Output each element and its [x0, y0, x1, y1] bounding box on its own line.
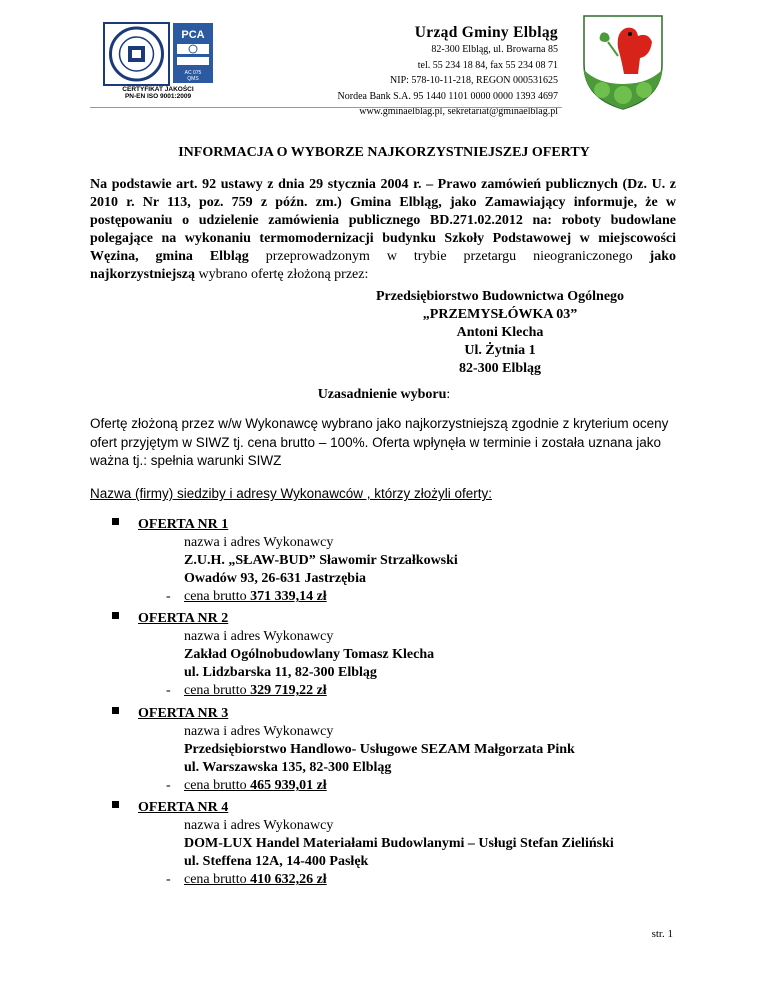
dash-marker: - — [166, 589, 171, 604]
winner-line-4: Ul. Żytnia 1 — [464, 343, 536, 358]
intro-bold-text-2: jako najkorzystniejszą — [90, 249, 676, 282]
offer-address: ul. Lidzbarska 11, 82-300 Elbląg — [184, 665, 377, 680]
offer-company-name: Przedsiębiorstwo Handlowo- Usługowe SEZAM Małgorzata Pink — [184, 742, 575, 757]
offer-price — [184, 777, 327, 795]
intro-normal-text-1: przeprowadzonym w trybie przetargu nieograniczonego — [248, 249, 650, 264]
offer-price — [184, 871, 327, 889]
intro-paragraph — [90, 176, 676, 284]
offer-label: nazwa i adres Wykonawcy — [184, 535, 334, 550]
offer-item — [112, 610, 712, 702]
svg-text:QMS: QMS — [187, 76, 199, 82]
offer-company-name: DOM-LUX Handel Materiałami Budowlanymi – Usługi Stefan Zieliński — [184, 836, 614, 851]
winner-line-1: Przedsiębiorstwo Budownictwa Ogólnego — [375, 289, 625, 304]
dash-marker: - — [166, 778, 171, 793]
offer-address: ul. Warszawska 135, 82-300 Elbląg — [184, 760, 392, 775]
justification-heading-colon: : — [446, 387, 451, 402]
bullet-icon — [112, 801, 119, 808]
offer-price-label: cena brutto — [184, 589, 251, 604]
office-header — [338, 24, 558, 120]
offer-label: nazwa i adres Wykonawcy — [184, 724, 334, 739]
offer-price-value: 410 632,26 zł — [250, 872, 327, 887]
winner-line-2: „PRZEMYSŁÓWKA 03” — [422, 307, 578, 322]
bullet-icon — [112, 518, 119, 525]
offer-address: ul. Steffena 12A, 14-400 Pasłęk — [184, 854, 369, 869]
offer-price — [184, 682, 327, 700]
certificate-caption-line1: CERTYFIKAT JAKOŚCI — [122, 86, 194, 93]
offer-price-label: cena brutto — [184, 778, 251, 793]
offer-price-value: 371 339,14 zł — [250, 589, 327, 604]
offers-heading — [90, 485, 676, 503]
office-nip: NIP: 578-10-11-218, REGON 000531625 — [390, 75, 558, 86]
offer-title: OFERTA NR 4 — [138, 800, 229, 815]
certificate-caption — [118, 86, 198, 100]
winner-line-5: 82-300 Elbląg — [458, 361, 542, 376]
header-divider — [90, 107, 562, 108]
offers-heading-text: Nazwa (firmy) siedziby i adresy Wykonawców , którzy złożyli oferty: — [90, 486, 492, 501]
offer-item — [112, 705, 712, 797]
offer-price — [184, 588, 327, 606]
bullet-icon — [112, 707, 119, 714]
offer-company-name: Z.U.H. „SŁAW-BUD” Sławomir Strzałkowski — [184, 553, 458, 568]
justification-heading-text: Uzasadnienie wyboru — [317, 387, 447, 402]
office-address: 82-300 Elbląg, ul. Browarna 85 — [431, 44, 558, 55]
offer-label: nazwa i adres Wykonawcy — [184, 818, 334, 833]
offer-price-value: 465 939,01 zł — [250, 778, 327, 793]
dash-marker: - — [166, 872, 171, 887]
certificate-caption-line2: PN-EN ISO 9001:2009 — [124, 93, 192, 100]
document-title: INFORMACJA O WYBORZE NAJKORZYSTNIEJSZEJ OFERTY — [178, 145, 590, 160]
offer-title: OFERTA NR 1 — [138, 517, 229, 532]
offer-price-value: 329 719,22 zł — [250, 683, 327, 698]
intro-normal-text-2: wybrano ofertę złożoną przez: — [195, 267, 369, 282]
offer-label: nazwa i adres Wykonawcy — [184, 629, 334, 644]
offer-company-name: Zakład Ogólnobudowlany Tomasz Klecha — [184, 647, 435, 662]
office-bank: Nordea Bank S.A. 95 1440 1101 0000 0000 1393 4697 — [337, 90, 558, 102]
winner-line-3: Antoni Klecha — [456, 325, 544, 340]
office-web: www.gminaelblag.pl, sekretariat@gminaelblag.pl — [359, 106, 558, 117]
office-title: Urząd Gminy Elbląg — [414, 24, 558, 41]
page-number: str. 1 — [651, 928, 673, 940]
offer-price-label: cena brutto — [184, 683, 251, 698]
offer-item — [112, 516, 712, 608]
intro-bold-text: Na podstawie art. 92 ustawy z dnia 29 stycznia 2004 r. – Prawo zamówień publicznych (Dz. U. z 2010 r. Nr 113, poz. 759 z późn. zm.) Gmina Elbląg, jako Zamawiający informuje, że w postępowaniu o udzielenie zamówienia publicznego BD.271.02.2012 na: roboty budowlane polegające na wykonaniu termomodernizacji budynku Szkoły Podstawowej w miejscowości Węzina, gmina Elbląg — [90, 177, 676, 264]
offer-price-label: cena brutto — [184, 872, 251, 887]
dash-marker: - — [166, 683, 171, 698]
svg-text:AC 075: AC 075 — [184, 70, 202, 76]
coat-of-arms-icon — [578, 12, 668, 112]
offer-title: OFERTA NR 3 — [138, 706, 229, 721]
justification-text: Ofertę złożoną przez w/w Wykonawcę wybrano jako najkorzystniejszą zgodnie z kryterium oceny ofert przyjętym w SIWZ tj. cena brutto – 100%. Oferta wpłynęła w terminie i została uznana jako ważna tj.: spełnia warunki SIWZ — [90, 416, 669, 468]
seal-logo-icon — [103, 22, 261, 88]
offer-address: Owadów 93, 26-631 Jastrzębia — [184, 571, 366, 586]
bullet-icon — [112, 612, 119, 619]
office-phone: tel. 55 234 18 84, fax 55 234 08 71 — [417, 59, 558, 71]
offer-item — [112, 799, 712, 891]
winner-block — [300, 288, 700, 378]
justification-heading — [0, 387, 768, 403]
offer-title: OFERTA NR 2 — [138, 611, 229, 626]
svg-text:PCA: PCA — [181, 29, 205, 41]
